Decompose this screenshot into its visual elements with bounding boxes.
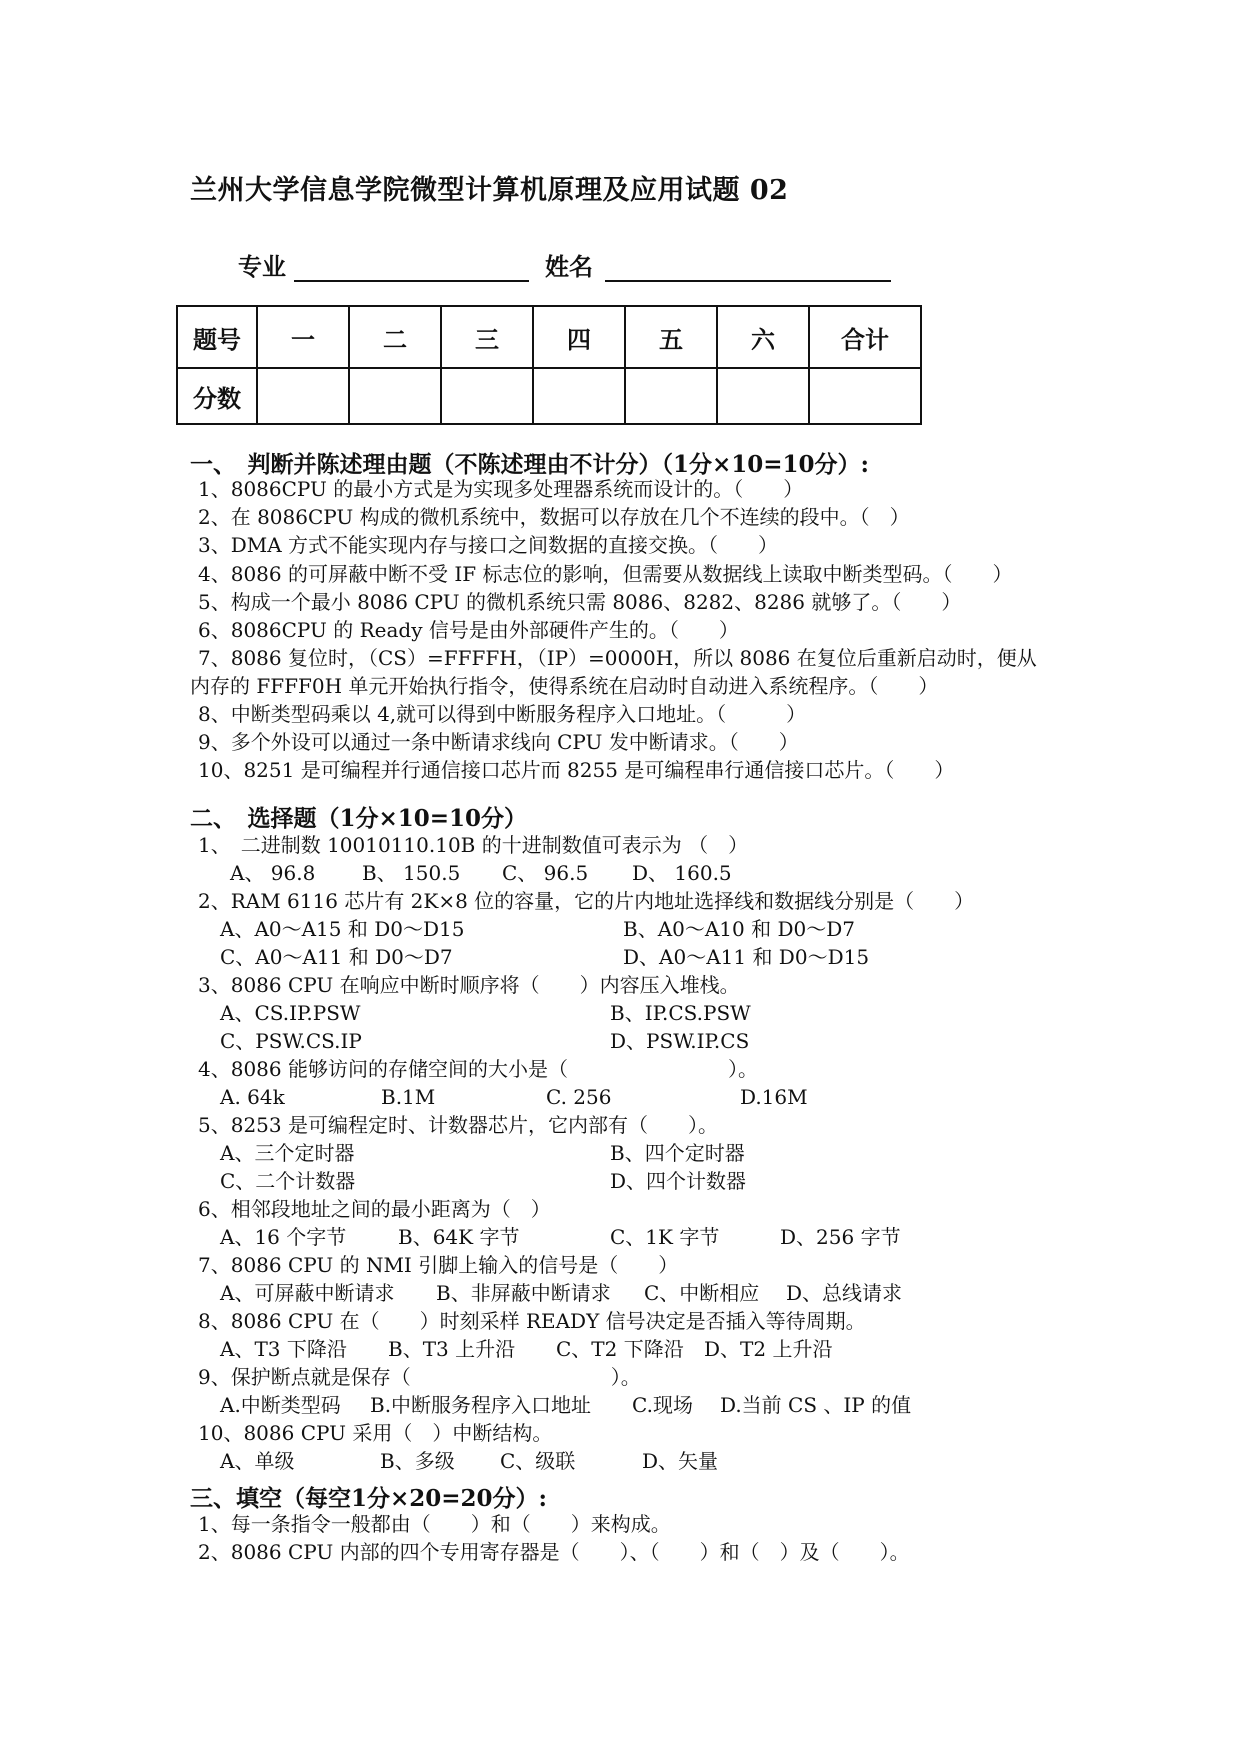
- judge-question: 8、中断类型码乘以 4,就可以得到中断服务程序入口地址。（ ）: [198, 702, 807, 726]
- choice-option: A、单级: [220, 1449, 295, 1473]
- score-header-cell: 二: [349, 306, 441, 368]
- choice-option: D、矢量: [642, 1449, 719, 1473]
- choice-option: A、三个定时器: [220, 1141, 355, 1165]
- choice-question: 4、8086 能够访问的存储空间的大小是（ ）。: [198, 1057, 758, 1081]
- score-cell: [257, 368, 349, 424]
- choice-option: C、二个计数器: [220, 1169, 356, 1193]
- choice-option: A、CS.IP.PSW: [220, 1001, 361, 1025]
- choice-option: C.现场: [632, 1393, 693, 1417]
- choice-question: 5、8253 是可编程定时、计数器芯片，它内部有（ ）。: [198, 1113, 718, 1137]
- choice-question: 1、 二进制数 10010110.10B 的十进制数值可表示为 （ ）: [198, 833, 749, 857]
- score-cell: [625, 368, 717, 424]
- choice-option: A、可屏蔽中断请求: [220, 1281, 395, 1305]
- score-header-cell: 一: [257, 306, 349, 368]
- choice-option: A、A0～A15 和 D0～D15: [220, 917, 465, 941]
- choice-option: C、中断相应: [644, 1281, 760, 1305]
- choice-option: B、IP.CS.PSW: [610, 1001, 751, 1025]
- choice-option: A、T3 下降沿: [220, 1337, 347, 1361]
- exam-title: 兰州大学信息学院微型计算机原理及应用试题 02: [190, 175, 789, 206]
- choice-option: D、总线请求: [786, 1281, 903, 1305]
- fill-question: 1、每一条指令一般都由（ ）和（ ）来构成。: [198, 1512, 671, 1536]
- choice-option: A、 96.8: [230, 861, 316, 885]
- judge-question: 6、8086CPU 的 Ready 信号是由外部硬件产生的。（ ）: [198, 618, 739, 642]
- choice-option: A.中断类型码: [220, 1393, 341, 1417]
- score-header-cell: 六: [717, 306, 809, 368]
- judge-question: 7、8086 复位时，（CS）=FFFFH，（IP）=0000H，所以 8086 在复位后重新启动时，便从: [198, 646, 1037, 670]
- choice-option: D、A0～A11 和 D0～D15: [623, 945, 870, 969]
- score-header-cell: 五: [625, 306, 717, 368]
- choice-option: D、T2 上升沿: [704, 1337, 833, 1361]
- score-row-label: 分数: [177, 368, 257, 424]
- judge-question: 4、8086 的可屏蔽中断不受 IF 标志位的影响，但需要从数据线上读取中断类型码。（ ）: [198, 562, 1013, 586]
- choice-question: 8、8086 CPU 在（ ）时刻采样 READY 信号决定是否插入等待周期。: [198, 1309, 866, 1333]
- choice-option: C、T2 下降沿: [556, 1337, 684, 1361]
- judge-question: 10、8251 是可编程并行通信接口芯片而 8255 是可编程串行通信接口芯片。（ ）: [198, 758, 955, 782]
- score-table: [176, 305, 922, 425]
- choice-question: 10、8086 CPU 采用（ ）中断结构。: [198, 1421, 553, 1445]
- section3-title: 三、填空（每空1分×20=20分）:: [190, 1485, 548, 1512]
- choice-option: D、四个计数器: [610, 1169, 747, 1193]
- judge-question-cont: 内存的 FFFF0H 单元开始执行指令，使得系统在启动时自动进入系统程序。（ ）: [190, 674, 939, 698]
- judge-question: 1、8086CPU 的最小方式是为实现多处理器系统而设计的。（ ）: [198, 477, 804, 501]
- choice-option: D.16M: [740, 1085, 808, 1109]
- judge-question: 5、构成一个最小 8086 CPU 的微机系统只需 8086、8282、8286 就够了。（ ）: [198, 590, 962, 614]
- choice-option: C、 96.5: [502, 861, 589, 885]
- choice-option: B、A0～A10 和 D0～D7: [623, 917, 855, 941]
- choice-option: B、T3 上升沿: [388, 1337, 516, 1361]
- choice-question: 2、RAM 6116 芯片有 2K×8 位的容量，它的片内地址选择线和数据线分别是（ ）: [198, 889, 975, 913]
- major-label: 专业: [238, 252, 286, 281]
- choice-option: C. 256: [546, 1085, 612, 1109]
- choice-question: 9、保护断点就是保存（ ）。: [198, 1365, 641, 1389]
- judge-question: 3、DMA 方式不能实现内存与接口之间数据的直接交换。（ ）: [198, 533, 779, 557]
- score-header-cell: 三: [441, 306, 533, 368]
- choice-option: C、1K 字节: [610, 1225, 720, 1249]
- student-info-row: [238, 247, 891, 282]
- score-cell: [717, 368, 809, 424]
- score-table-score-row: [177, 368, 921, 424]
- choice-option: D、256 字节: [780, 1225, 901, 1249]
- choice-option: A. 64k: [220, 1085, 285, 1109]
- choice-question: 7、8086 CPU 的 NMI 引脚上输入的信号是（ ）: [198, 1253, 679, 1277]
- score-cell: [349, 368, 441, 424]
- choice-question: 3、8086 CPU 在响应中断时顺序将（ ）内容压入堆栈。: [198, 973, 740, 997]
- choice-option: B.中断服务程序入口地址: [370, 1393, 592, 1417]
- choice-option: C、PSW.CS.IP: [220, 1029, 362, 1053]
- choice-option: B、非屏蔽中断请求: [436, 1281, 611, 1305]
- judge-question: 2、在 8086CPU 构成的微机系统中，数据可以存放在几个不连续的段中。（ ）: [198, 505, 910, 529]
- score-header-cell: 合计: [809, 306, 921, 368]
- choice-option: C、级联: [500, 1449, 576, 1473]
- score-header-cell: 题号: [177, 306, 257, 368]
- score-cell: [533, 368, 625, 424]
- score-header-cell: 四: [533, 306, 625, 368]
- choice-option: D、 160.5: [632, 861, 732, 885]
- score-table-header-row: [177, 306, 921, 368]
- major-blank: [294, 254, 529, 282]
- choice-option: B、多级: [380, 1449, 455, 1473]
- section1-title: 一、 判断并陈述理由题（不陈述理由不计分）（1分×10=10分）:: [190, 451, 870, 478]
- choice-option: B.1M: [381, 1085, 436, 1109]
- choice-option: D、PSW.IP.CS: [610, 1029, 750, 1053]
- choice-question: 6、相邻段地址之间的最小距离为（ ）: [198, 1197, 551, 1221]
- section2-title: 二、 选择题（1分×10=10分）: [190, 805, 528, 832]
- score-cell: [809, 368, 921, 424]
- choice-option: B、 150.5: [362, 861, 461, 885]
- name-label: 姓名: [545, 252, 593, 281]
- choice-option: D.当前 CS 、IP 的值: [720, 1393, 912, 1417]
- judge-question: 9、多个外设可以通过一条中断请求线向 CPU 发中断请求。（ ）: [198, 730, 799, 754]
- choice-option: B、64K 字节: [398, 1225, 520, 1249]
- score-cell: [441, 368, 533, 424]
- fill-question: 2、8086 CPU 内部的四个专用寄存器是（ ）、（ ）和（ ）及（ ）。: [198, 1540, 910, 1564]
- choice-option: B、四个定时器: [610, 1141, 745, 1165]
- choice-option: C、A0～A11 和 D0～D7: [220, 945, 453, 969]
- choice-option: A、16 个字节: [220, 1225, 347, 1249]
- name-blank: [605, 254, 891, 282]
